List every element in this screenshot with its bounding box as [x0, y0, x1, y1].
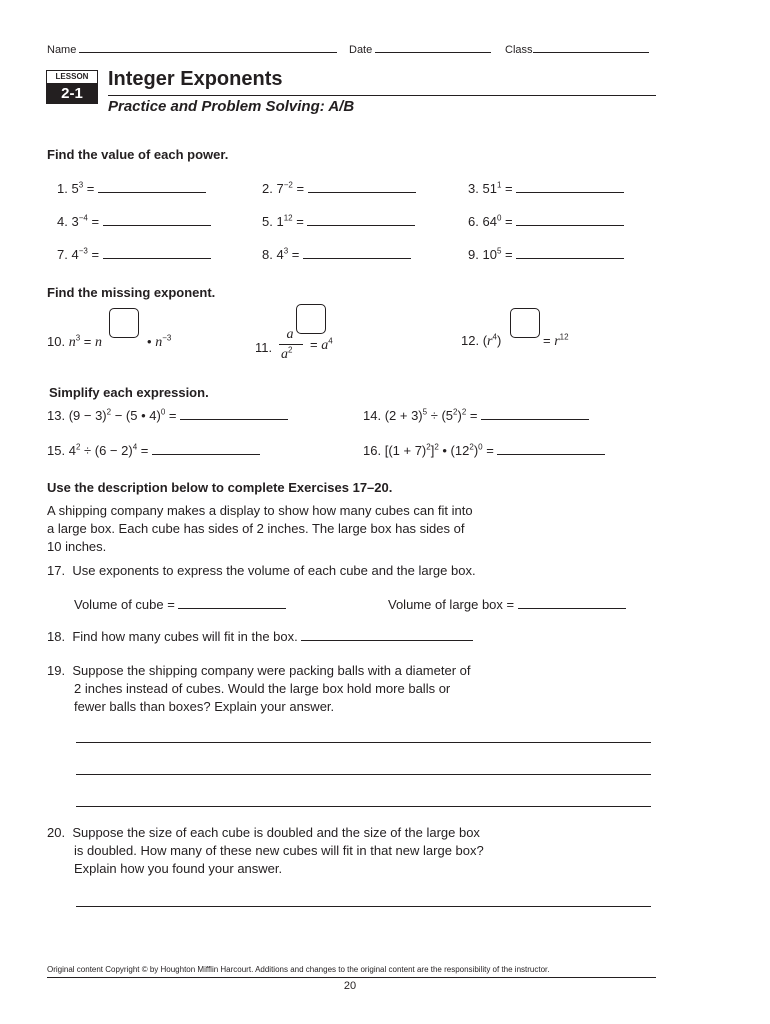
answer-blank[interactable]	[103, 246, 211, 259]
answer-line[interactable]	[76, 774, 651, 775]
missing-exponent-11-rhs: = $a^4$	[310, 336, 333, 353]
power-item-3: 3. $51^1$ =	[468, 180, 624, 196]
answer-blank[interactable]	[152, 442, 260, 455]
name-field[interactable]: Name	[47, 40, 337, 56]
answer-blank[interactable]	[516, 180, 624, 193]
exponent-box-11[interactable]	[296, 304, 326, 334]
section2-heading: Find the missing exponent.	[47, 285, 216, 300]
question-20: 20. Suppose the size of each cube is doubled and the size of the large box is doubled. How many of these new cubes will fit in that new large box? Explain how you found your answer.	[47, 825, 484, 876]
class-field[interactable]: Class	[505, 40, 649, 56]
lesson-number: 2-1	[46, 84, 98, 104]
missing-exponent-10: 10. $n^3 = n$	[47, 333, 102, 350]
answer-line[interactable]	[76, 806, 651, 807]
fraction-numerator: a	[286, 327, 294, 342]
answer-blank[interactable]	[516, 213, 624, 226]
name-blank[interactable]	[79, 40, 337, 53]
simplify-16: 16. $[(1 + 7)^2]^2$ • $(12^2)^0$ =	[363, 442, 605, 458]
answer-line[interactable]	[76, 906, 651, 907]
class-blank[interactable]	[533, 40, 649, 53]
exponent-box-12[interactable]	[510, 308, 540, 338]
section3-heading: Simplify each expression.	[49, 385, 209, 400]
exponent-box-10[interactable]	[109, 308, 139, 338]
volume-box-field: Volume of large box =	[388, 596, 626, 612]
answer-blank[interactable]	[518, 596, 626, 609]
section4-heading: Use the description below to complete Exercises 17–20.	[47, 480, 393, 495]
answer-blank[interactable]	[516, 246, 624, 259]
section1-heading: Find the value of each power.	[47, 147, 229, 162]
answer-blank[interactable]	[308, 180, 416, 193]
question-17: 17. Use exponents to express the volume of each cube and the large box.	[47, 563, 476, 578]
answer-blank[interactable]	[103, 213, 211, 226]
copyright: Original content Copyright © by Houghton Mifflin Harcourt. Additions and changes to the original content are the responsibility of the instructor.	[47, 965, 550, 974]
intro-paragraph: A shipping company makes a display to show how many cubes can fit into a large box. Each cube has sides of 2 inches. The large box has sides of 10 inches.	[47, 503, 473, 554]
simplify-15: 15. $4^2 \div (6 - 2)^4$ =	[47, 442, 260, 458]
lesson-label: LESSON	[46, 70, 98, 84]
simplify-14: 14. $(2 + 3)^5 \div (5^2)^2$ =	[363, 407, 589, 423]
question-19: 19. Suppose the shipping company were packing balls with a diameter of 2 inches instead of cubes. Would the large box hold more balls or fewer balls than boxes? Explain your answer.	[47, 663, 471, 714]
answer-blank[interactable]	[497, 442, 605, 455]
missing-exponent-12-rhs: = $r^{12}$	[543, 332, 569, 349]
fraction-denominator: $a^2$	[281, 345, 293, 362]
simplify-13: 13. $(9 - 3)^2 - (5$ • 4)$^0$ =	[47, 407, 288, 423]
power-item-4: 4. $3^{-4}$ =	[57, 213, 211, 229]
title-rule	[108, 95, 656, 96]
answer-blank[interactable]	[180, 407, 288, 420]
answer-blank[interactable]	[178, 596, 286, 609]
answer-blank[interactable]	[98, 180, 206, 193]
answer-blank[interactable]	[481, 407, 589, 420]
date-blank[interactable]	[375, 40, 491, 53]
power-item-9: 9. $10^5$ =	[468, 246, 624, 262]
missing-exponent-12: 12. $(r^4)$	[461, 332, 502, 349]
power-item-5: 5. $1^{12}$ =	[262, 213, 415, 229]
power-item-1: 1. $5^3$ =	[57, 180, 206, 196]
answer-blank[interactable]	[303, 246, 411, 259]
page-number: 20	[343, 980, 357, 992]
page-subtitle: Practice and Problem Solving: A/B	[108, 98, 355, 115]
question-18: 18. Find how many cubes will fit in the box.	[47, 628, 473, 646]
answer-blank[interactable]	[301, 628, 473, 641]
date-field[interactable]: Date	[349, 40, 491, 56]
volume-cube-field: Volume of cube =	[74, 596, 286, 612]
page-title: Integer Exponents	[108, 68, 283, 90]
missing-exponent-10-rhs: • $n^{-3}$	[147, 333, 172, 350]
answer-blank[interactable]	[307, 213, 415, 226]
answer-line[interactable]	[76, 742, 651, 743]
footer-rule	[47, 977, 656, 978]
power-item-7: 7. $4^{-3}$ =	[57, 246, 211, 262]
missing-exponent-11-num: 11.	[255, 340, 273, 355]
power-item-2: 2. $7^{-2}$ =	[262, 180, 416, 196]
power-item-8: 8. $4^3$ =	[262, 246, 411, 262]
power-item-6: 6. $64^0$ =	[468, 213, 624, 229]
